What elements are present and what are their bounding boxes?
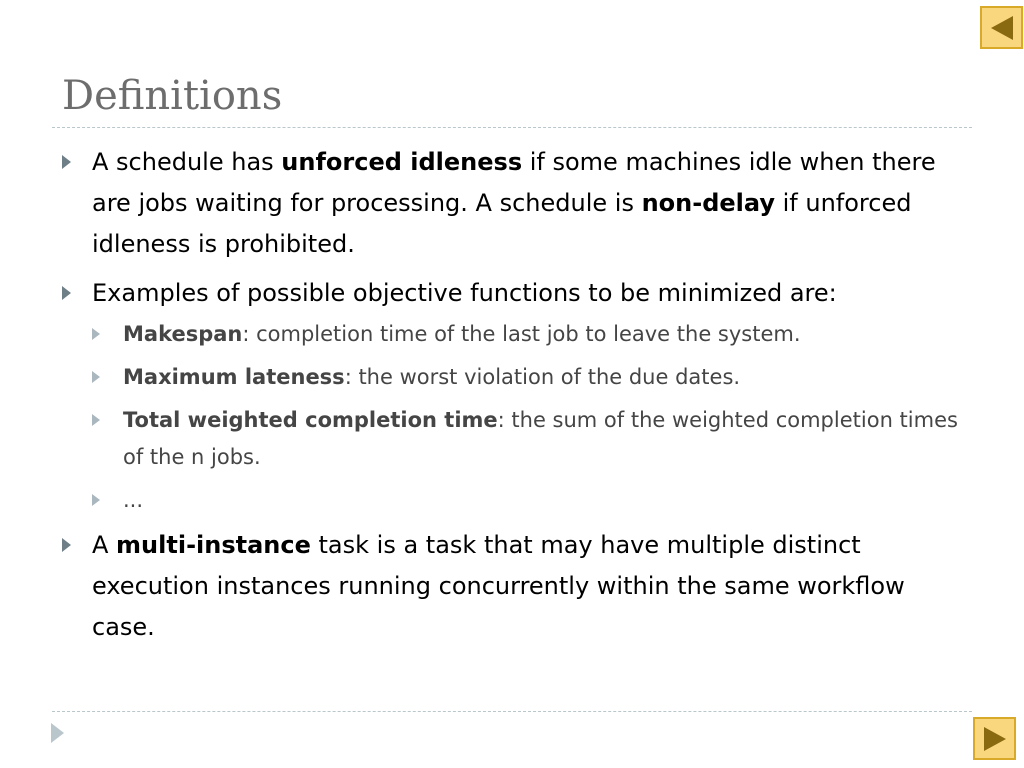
term-maximum-lateness: Maximum lateness: [123, 365, 345, 389]
bullet-multi-instance: A multi-instance task is a task that may have multiple distinct execution instances running concurrently within the same workflow case.: [62, 525, 962, 648]
term-makespan: Makespan: [123, 322, 243, 346]
slide-body: [62, 142, 962, 648]
next-slide-button[interactable]: [973, 717, 1016, 760]
triangle-left-icon: [987, 13, 1017, 43]
objective-functions-list: [62, 316, 962, 519]
term-non-delay: non-delay: [641, 189, 775, 217]
sub-bullet-arrow-icon: [92, 371, 100, 383]
sub-bullet-arrow-icon: [92, 494, 100, 506]
sub-bullet-maximum-lateness: Maximum lateness: the worst violation of the due dates.: [62, 359, 962, 396]
footer-triangle-icon: [51, 723, 64, 743]
previous-slide-button[interactable]: [980, 6, 1023, 49]
bullet-objective-functions: Examples of possible objective functions to be minimized are:: [62, 273, 962, 314]
sub-bullet-total-weighted-completion-time: Total weighted completion time: the sum of the weighted completion times of the n jobs.: [62, 402, 962, 476]
sub-bullet-ellipsis: ...: [62, 482, 962, 519]
term-total-weighted-completion-time: Total weighted completion time: [123, 408, 498, 432]
term-unforced-idleness: unforced idleness: [281, 148, 523, 176]
footer-divider: [52, 711, 972, 712]
bullet-arrow-icon: [62, 155, 71, 169]
sub-bullet-arrow-icon: [92, 328, 100, 340]
bullet-unforced-idleness: A schedule has unforced idleness if some machines idle when there are jobs waiting for processing. A schedule is non-delay if unforced idleness is prohibited.: [62, 142, 962, 265]
bullet-arrow-icon: [62, 286, 71, 300]
sub-bullet-arrow-icon: [92, 414, 100, 426]
triangle-right-icon: [980, 724, 1010, 754]
title-divider: [52, 127, 972, 128]
bullet-arrow-icon: [62, 538, 71, 552]
term-multi-instance: multi-instance: [116, 531, 311, 559]
slide-title: Definitions: [62, 73, 283, 119]
sub-bullet-makespan: Makespan: completion time of the last job to leave the system.: [62, 316, 962, 353]
